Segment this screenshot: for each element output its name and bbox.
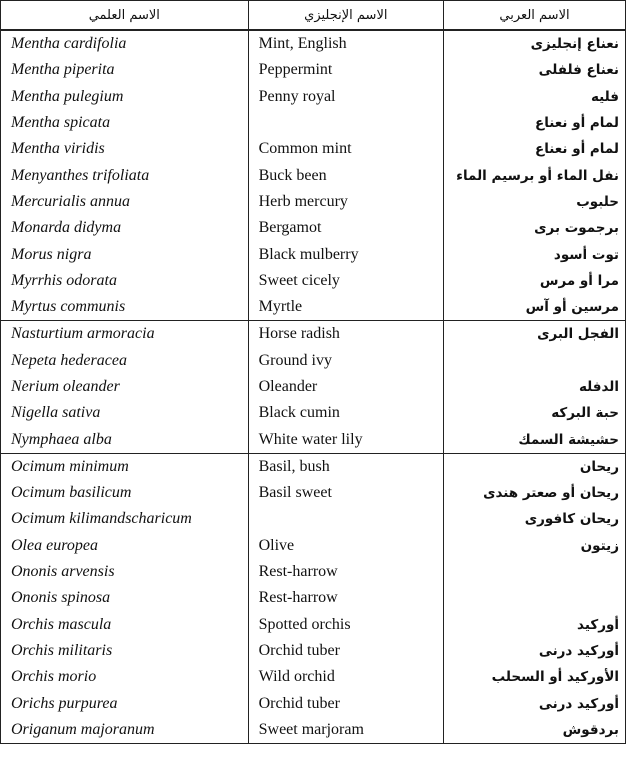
arabic-name-cell: نفل الماء أو برسيم الماء <box>444 162 626 188</box>
header-english: الاسم الإنجليزي <box>248 1 443 31</box>
english-name-cell: White water lily <box>248 426 443 453</box>
table-row <box>1 57 626 83</box>
table-row <box>1 110 626 136</box>
english-name-cell: Black cumin <box>248 400 443 426</box>
scientific-name-cell: Ocimum basilicum <box>1 480 249 506</box>
scientific-name-cell: Mercurialis annua <box>1 189 249 215</box>
table-row <box>1 480 626 506</box>
table-row <box>1 506 626 532</box>
english-name-cell: Common mint <box>248 136 443 162</box>
header-scientific: الاسم العلمي <box>1 1 249 31</box>
english-name-cell: Sweet marjoram <box>248 717 443 744</box>
scientific-name-cell: Origanum majoranum <box>1 717 249 744</box>
english-name-cell: Orchid tuber <box>248 638 443 664</box>
table-row <box>1 426 626 453</box>
arabic-name-cell: أوركيد درنى <box>444 690 626 716</box>
arabic-name-cell: حلبوب <box>444 189 626 215</box>
scientific-name-cell: Orchis morio <box>1 664 249 690</box>
scientific-name-cell: Mentha cardifolia <box>1 30 249 57</box>
scientific-name-cell: Nasturtium armoracia <box>1 321 249 348</box>
english-name-cell: Rest-harrow <box>248 585 443 611</box>
arabic-name-cell: بردقوش <box>444 717 626 744</box>
english-name-cell: Myrtle <box>248 294 443 321</box>
table-row <box>1 533 626 559</box>
arabic-name-cell: ريحان أو صعتر هندى <box>444 480 626 506</box>
scientific-name-cell: Morus nigra <box>1 241 249 267</box>
scientific-name-cell: Nepeta hederacea <box>1 348 249 374</box>
arabic-name-cell: نعناع إنجليزى <box>444 30 626 57</box>
table-row <box>1 294 626 321</box>
table-row <box>1 189 626 215</box>
table-row <box>1 136 626 162</box>
arabic-name-cell: أوركيد <box>444 612 626 638</box>
arabic-name-cell: الدفله <box>444 374 626 400</box>
table-row <box>1 321 626 348</box>
scientific-name-cell: Mentha viridis <box>1 136 249 162</box>
scientific-name-cell: Orichs purpurea <box>1 690 249 716</box>
arabic-name-cell: الأوركيد أو السحلب <box>444 664 626 690</box>
table-row <box>1 374 626 400</box>
english-name-cell: Sweet cicely <box>248 268 443 294</box>
table-row <box>1 585 626 611</box>
english-name-cell: Peppermint <box>248 57 443 83</box>
scientific-name-cell: Nerium oleander <box>1 374 249 400</box>
scientific-name-cell: Mentha piperita <box>1 57 249 83</box>
english-name-cell: Penny royal <box>248 84 443 110</box>
english-name-cell: Wild orchid <box>248 664 443 690</box>
table-row <box>1 84 626 110</box>
arabic-name-cell <box>444 348 626 374</box>
arabic-name-cell: حشيشة السمك <box>444 426 626 453</box>
table-row <box>1 215 626 241</box>
english-name-cell: Rest-harrow <box>248 559 443 585</box>
arabic-name-cell: فليه <box>444 84 626 110</box>
english-name-cell: Black mulberry <box>248 241 443 267</box>
english-name-cell: Bergamot <box>248 215 443 241</box>
scientific-name-cell: Monarda didyma <box>1 215 249 241</box>
scientific-name-cell: Orchis militaris <box>1 638 249 664</box>
scientific-name-cell: Mentha pulegium <box>1 84 249 110</box>
table-body <box>1 30 626 744</box>
english-name-cell: Olive <box>248 533 443 559</box>
scientific-name-cell: Myrtus communis <box>1 294 249 321</box>
english-name-cell: Herb mercury <box>248 189 443 215</box>
arabic-name-cell: حبة البركه <box>444 400 626 426</box>
scientific-name-cell: Ocimum minimum <box>1 453 249 480</box>
scientific-name-cell: Ononis arvensis <box>1 559 249 585</box>
table-row <box>1 717 626 744</box>
scientific-name-cell: Menyanthes trifoliata <box>1 162 249 188</box>
scientific-name-cell: Olea europea <box>1 533 249 559</box>
english-name-cell: Mint, English <box>248 30 443 57</box>
arabic-name-cell <box>444 585 626 611</box>
table-row <box>1 30 626 57</box>
arabic-name-cell: مرا أو مرس <box>444 268 626 294</box>
scientific-name-cell: Ocimum kilimandscharicum <box>1 506 249 532</box>
scientific-name-cell: Nigella sativa <box>1 400 249 426</box>
arabic-name-cell: توت أسود <box>444 241 626 267</box>
english-name-cell: Buck been <box>248 162 443 188</box>
table-row <box>1 400 626 426</box>
table-row <box>1 559 626 585</box>
arabic-name-cell: نعناع فلفلى <box>444 57 626 83</box>
arabic-name-cell: زيتون <box>444 533 626 559</box>
english-name-cell: Ground ivy <box>248 348 443 374</box>
header-row <box>1 1 626 31</box>
english-name-cell: Basil sweet <box>248 480 443 506</box>
english-name-cell: Horse radish <box>248 321 443 348</box>
table-row <box>1 453 626 480</box>
table-row <box>1 664 626 690</box>
english-name-cell: Basil, bush <box>248 453 443 480</box>
english-name-cell: Spotted orchis <box>248 612 443 638</box>
english-name-cell: Oleander <box>248 374 443 400</box>
arabic-name-cell: مرسين أو آس <box>444 294 626 321</box>
table-row <box>1 268 626 294</box>
arabic-name-cell: برجموت برى <box>444 215 626 241</box>
scientific-name-cell: Myrrhis odorata <box>1 268 249 294</box>
table-row <box>1 241 626 267</box>
english-name-cell: Orchid tuber <box>248 690 443 716</box>
table-row <box>1 162 626 188</box>
scientific-name-cell: Ononis spinosa <box>1 585 249 611</box>
arabic-name-cell: أوركيد درنى <box>444 638 626 664</box>
table-row <box>1 690 626 716</box>
arabic-name-cell: الفجل البرى <box>444 321 626 348</box>
table-row <box>1 612 626 638</box>
arabic-name-cell: لمام أو نعناع <box>444 110 626 136</box>
english-name-cell <box>248 110 443 136</box>
english-name-cell <box>248 506 443 532</box>
header-arabic: الاسم العربي <box>444 1 626 31</box>
scientific-name-cell: Nymphaea alba <box>1 426 249 453</box>
arabic-name-cell: لمام أو نعناع <box>444 136 626 162</box>
arabic-name-cell: ريحان <box>444 453 626 480</box>
table-row <box>1 348 626 374</box>
arabic-name-cell: ريحان كافورى <box>444 506 626 532</box>
table-row <box>1 638 626 664</box>
arabic-name-cell <box>444 559 626 585</box>
scientific-name-cell: Orchis mascula <box>1 612 249 638</box>
scientific-name-cell: Mentha spicata <box>1 110 249 136</box>
